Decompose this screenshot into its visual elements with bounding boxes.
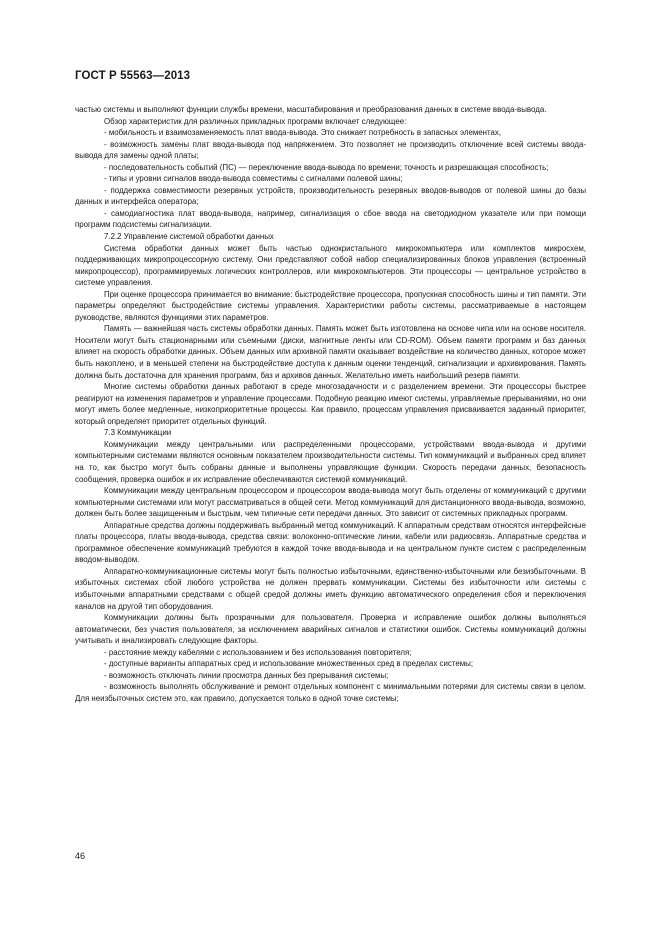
paragraph: Аппаратные средства должны поддерживать выбранный метод коммуникаций. К аппаратным средствам относятся интерфейсные платы процессора, платы ввода-вывода, средства связи: волоконно-оптические линии, кабели или радиосвязь. Аппаратные средства и программное обеспечение коммуникаций требуются в каждой точке ввода-вывода и на центральном пункте систем с распределенным вводом-выводом.: [75, 520, 586, 565]
page-number: 46: [75, 851, 86, 861]
paragraph: Многие системы обработки данных работают в среде многозадачности и с разделением времени. Эти процессоры быстрее реагируют на изменения параметров и управление процессами. Подобную реакцию имеют системы, управляемые прерываниями, но они могут иметь более медленные, низкоприоритетные процессы. Как правило, процессам управления присваивается заданный приоритет, который определяет приоритет отдельных функций.: [75, 382, 586, 426]
section-heading: 7.2.2 Управление системой обработки данных: [104, 232, 274, 242]
paragraph: Обзор характеристик для различных прикладных программ включает следующее:: [104, 116, 407, 126]
list-item: - доступные варианты аппаратных сред и использование множественных сред в пределах системы;: [104, 659, 474, 669]
section-heading: 7.3 Коммуникации: [104, 428, 172, 438]
paragraph: частью системы и выполняют функции службы времени, масштабирования и преобразования данных в системе ввода-вывода.: [75, 105, 547, 114]
list-item: - расстояние между кабелями с использованием и без использования повторителя;: [104, 647, 412, 657]
list-item: - возможность отключать линии просмотра данных без прерывания системы;: [104, 670, 389, 680]
list-item: - поддержка совместимости резервных устройств, производительность резервных вводов-выводов от полевой шины до базы данных и интерфейса оператора;: [75, 185, 586, 207]
paragraph: Система обработки данных может быть частью однокристального микрокомпьютера или комплектов микросхем, поддерживающих микропроцессорную систему. Они представляют собой набор специализированных блоков управления (встроенный микропроцессор), программируемых логических контроллеров, или микрокомпьютеров. Эти процессоры — центральное устройство в системе управления.: [75, 243, 586, 288]
list-item: - типы и уровни сигналов ввода-вывода совместимы с сигналами полевой шины;: [104, 174, 403, 184]
list-item: - возможность выполнять обслуживание и ремонт отдельных компонент с минимальными потерями для системы связи в целом. Для неизбыточных систем это, как правило, допускается только в одной точке системы;: [75, 682, 586, 703]
paragraph: Коммуникации между центральным процессором и процессором ввода-вывода могут быть отделены от коммуникаций с другими компьютерными системами или могут рассматриваться в общей сети. Метод коммуникаций для дистанционного ввода-вывода, возможно, должен быть более защищенным и быстрым, чем типичные сети передачи данных. Это зависит от системных прикладных программ.: [75, 486, 586, 519]
paragraph: Коммуникации должны быть прозрачными для пользователя. Проверка и исправление ошибок должны выполняться автоматически, без участия пользователя, за исключением аварийных сигналов и статистики ошибок. Системы коммуникаций должны учитывать и анализировать следующие факторы.: [75, 613, 586, 646]
list-item: - мобильность и взаимозаменяемость плат ввода-вывода. Это снижает потребность в запасных элементах,: [104, 128, 502, 138]
list-item: - возможность замены плат ввода-вывода под напряжением. Это позволяет не производить отключение всей системы ввода-вывода для замены одной платы;: [75, 139, 586, 161]
paragraph: Память — важнейшая часть системы обработки данных. Память может быть изготовлена на основе чипа или на основе носителя. Носители могут быть стационарными или съемными (диски, магнитные ленты или CD-ROM). Объем памяти программ и баз данных влияет на скорость обработки данных. Объем данных или архивной памяти оказывает воздействие на количество данных, которое может быть накоплено, и в меньшей степени на быстродействие доступа к данным оценки тенденций, сигнализации и архивирования. Память должна быть достаточна для хранения программ, баз и архивов данных. Желательно иметь наибольший резерв памяти.: [75, 324, 586, 380]
paragraph: При оценке процессора принимается во внимание: быстродействие процессора, пропускная способность шины и тип памяти. Эти параметры определяют быстродействие системы управления. Характеристики работы системы, рассматриваемые в настоящем руководстве, являются функциями этих параметров.: [75, 289, 586, 322]
list-item: - последовательность событий (ПС) — переключение ввода-вывода по времени; точность и разрешающая способность;: [104, 162, 549, 172]
document-header: ГОСТ Р 55563—2013: [75, 70, 191, 82]
paragraph: Коммуникации между центральными или распределенными процессорами, устройствами ввода-вывода и другими компьютерными системами являются основным показателем производительности системы. Тип коммуникаций и выбранных сред влияет на то, как быстро могут быть собраны данные и выполнены управляющие функции. Скорость передачи данных, безопасность сообщения, проверка ошибок и их исправление обеспечиваются системой коммуникаций.: [75, 439, 586, 484]
paragraph: Аппаратно-коммуникационные системы могут быть полностью избыточными, единственно-избыточными или безизбыточными. В избыточных системах сбой любого устройства не должен прервать коммуникации. Системы без избыточности или системы с избыточными аппаратными средствами с общей средой должны иметь функцию автоматического определения сбоя и переключения каналов на другой тип оборудования.: [75, 566, 586, 611]
list-item: - самодиагностика плат ввода-вывода, например, сигнализация о сбое ввода на светодиодном указателе или при помощи программ подсистемы сигнализации.: [75, 208, 586, 230]
document-body: [75, 104, 586, 704]
